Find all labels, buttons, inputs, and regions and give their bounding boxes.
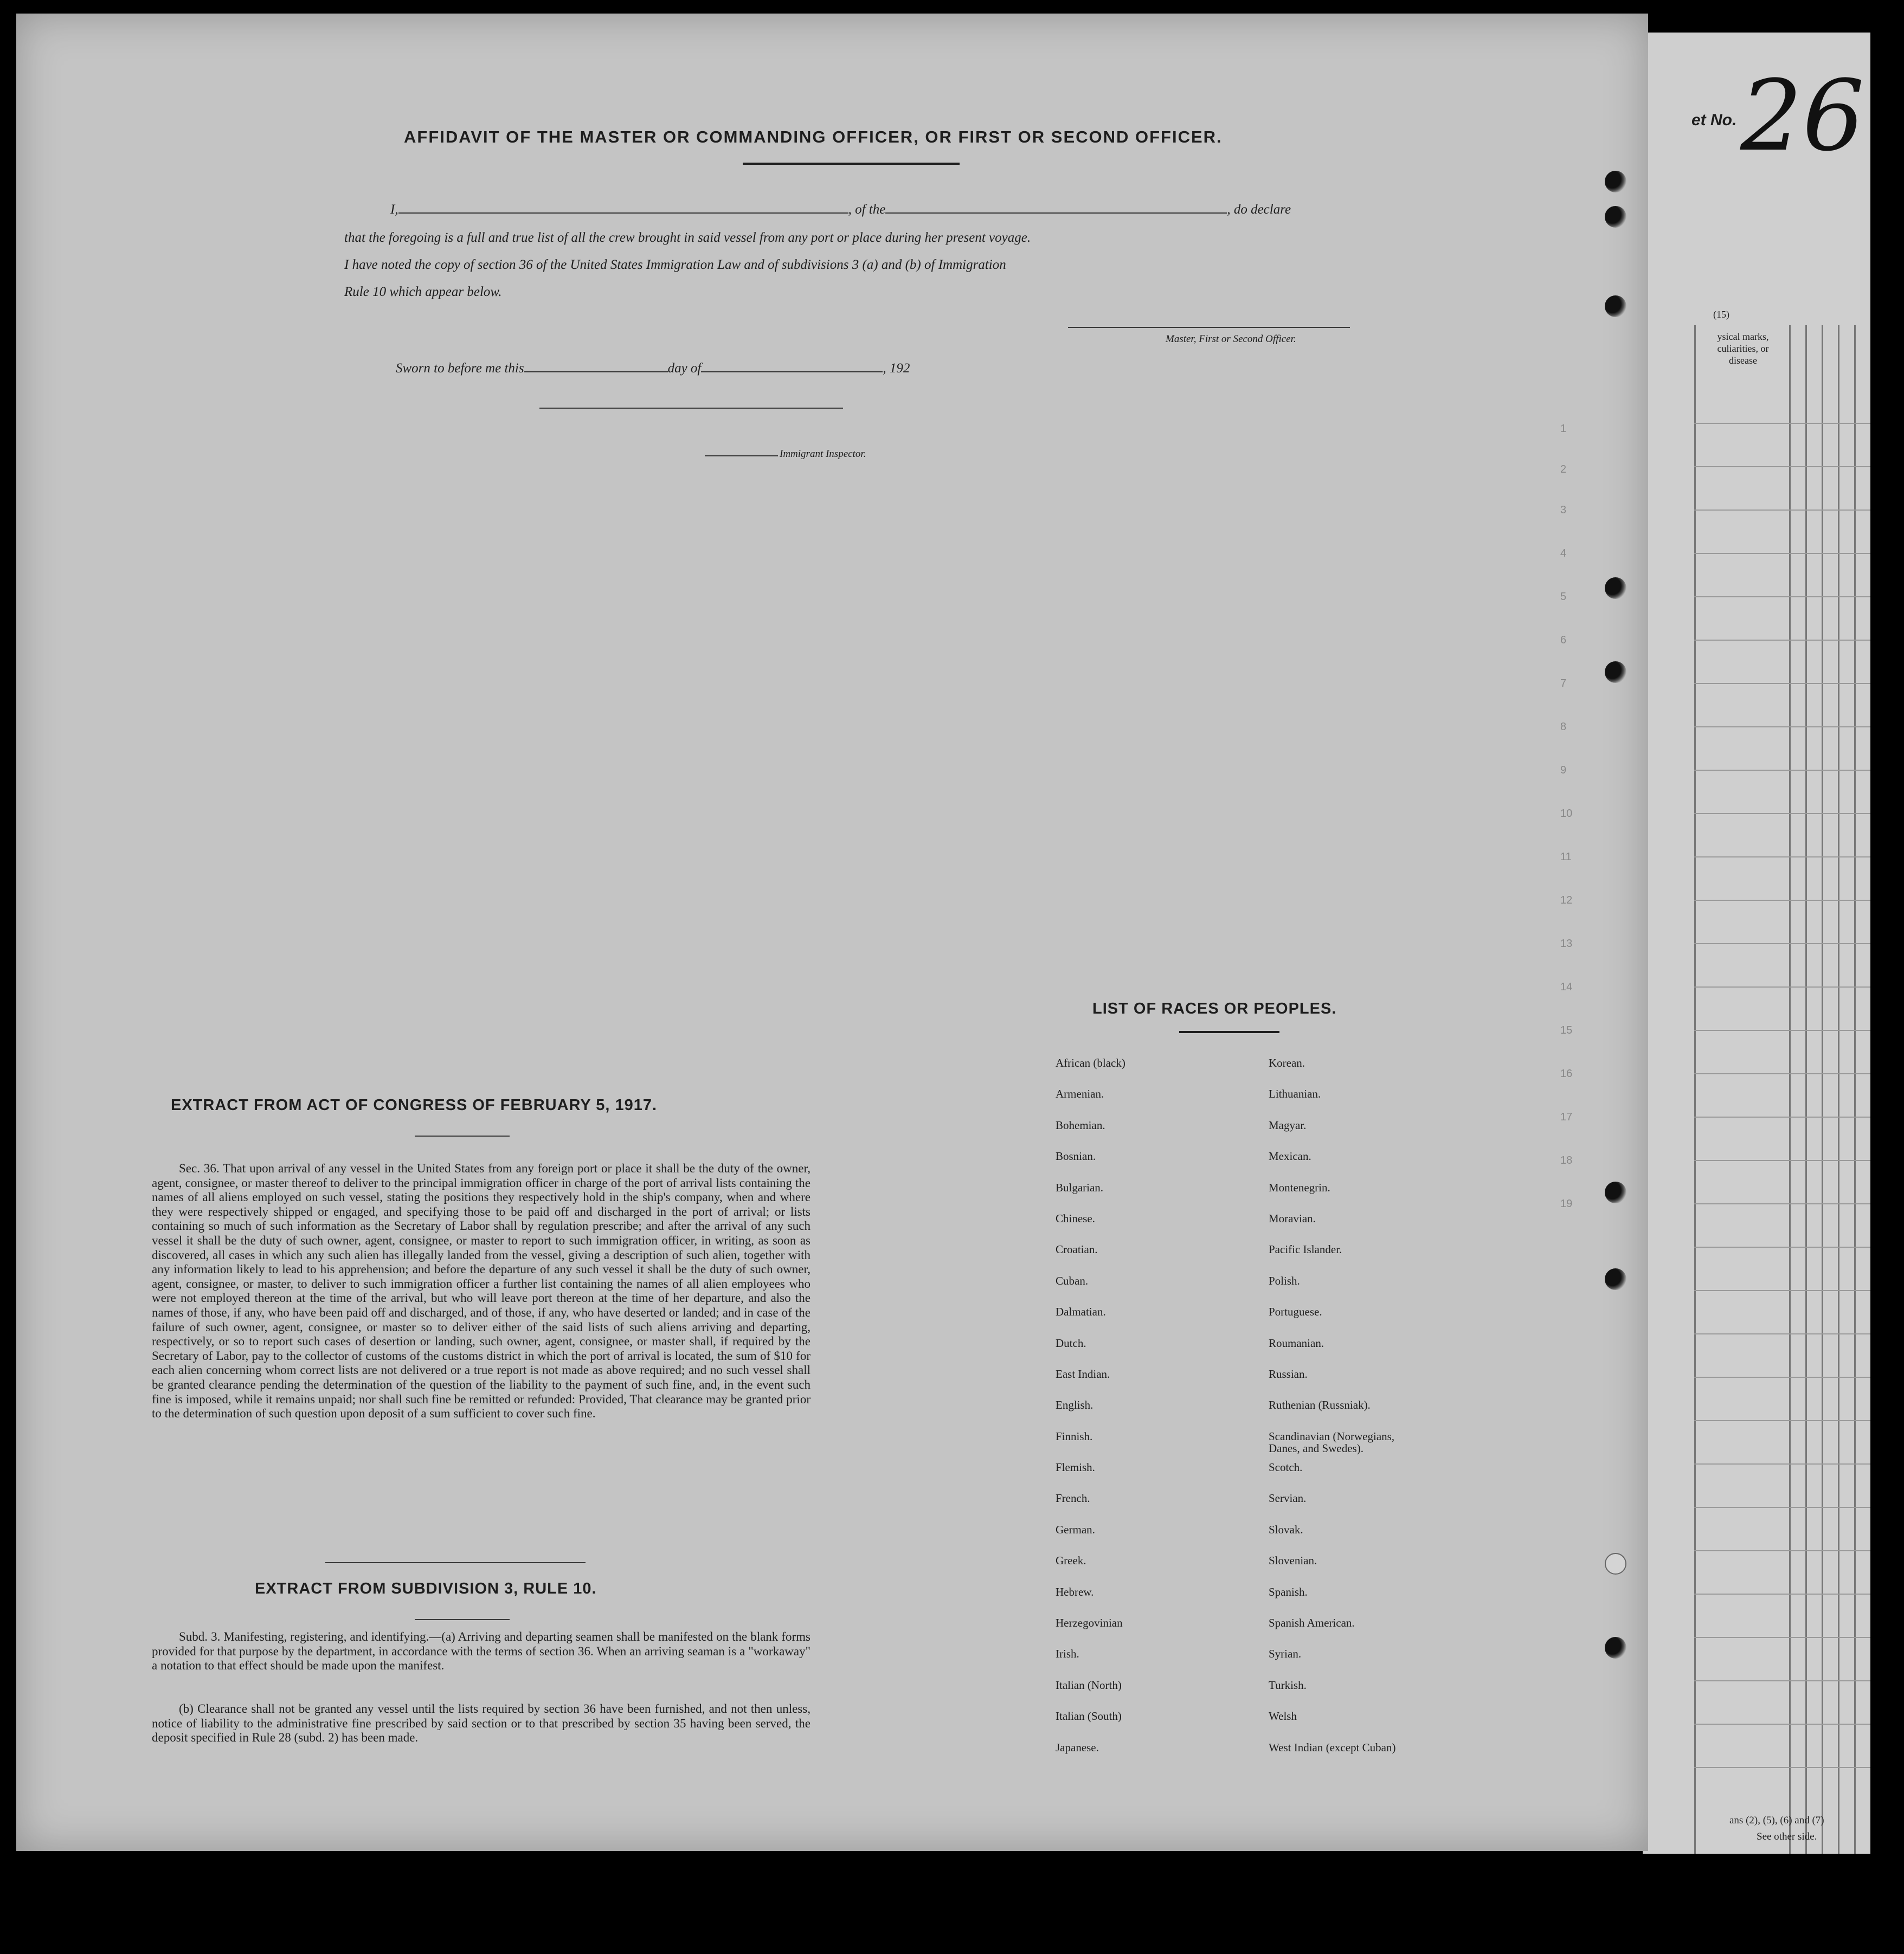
master-name-field[interactable] bbox=[398, 201, 848, 214]
race-item: English. bbox=[1056, 1398, 1093, 1412]
sworn-middle: day of bbox=[667, 361, 702, 376]
race-item: Bulgarian. bbox=[1056, 1181, 1104, 1194]
race-item: Cuban. bbox=[1056, 1274, 1089, 1287]
race-item: Spanish American. bbox=[1269, 1616, 1355, 1630]
race-item: Dalmatian. bbox=[1056, 1305, 1106, 1319]
race-item: Scotch. bbox=[1269, 1461, 1303, 1474]
extract-act-text: Sec. 36. That upon arrival of any vessel in the United States from any foreign port or place it shall be the duty of the owner, agent, consignee, or master thereof to deliver to the principal immigration officer in charge of the port of arrival lists containing the names of all aliens employed on such vessel, stating the positions they respectively hold in the ship's company, when and where they were respectively shipped or engaged, and specifying those to be paid off and discharged in the port of arrival; or lists containing so much of such information as the Secretary of Labor shall by regulation prescribe; and after the arrival of any such vessel it shall be the duty of such owner, agent, consignee, or master to report to such immigration officer, in writing, as soon as discovered, all cases in which any such alien has illegally landed from the vessel, giving a description of such alien, together with any information likely to lead to his apprehension; and before the departure of any such vessel it shall be the duty of such owner, agent, consignee, or master, to deliver to such immigration officer a further list containing the names of all alien employees who were not employed thereon at the time of the arrival, but who will leave port thereon at the time of her departure, and also the names of those, if any, who have been paid off and discharged, and of those, if any, who have deserted or landed; and in case of the failure of such owner, agent, consignee, or master so to deliver either of the said lists of such aliens arriving and departing, respectively, or so to report such cases of desertion or landing, such owner, agent, consignee, or master shall, if required by the Secretary of Labor, pay to the collector of customs of the customs district in which the port of arrival is located, the sum of $10 for each alien concerning whom correct lists are not delivered or a true report is not made as above required; and no such vessel shall be granted clearance pending the determination of the question of the liability to the payment of such fine, and, in the event such fine is imposed, while it remains unpaid; nor shall such fine be remitted or refunded: Provided, That clearance may be granted prior to the determination of such question upon deposit of a sum sufficient to cover such fine. bbox=[152, 1162, 811, 1421]
punch-hole-icon bbox=[1605, 1637, 1626, 1659]
sworn-line bbox=[396, 359, 910, 376]
signature-line[interactable] bbox=[1068, 327, 1350, 328]
sworn-prefix: Sworn to before me this bbox=[396, 361, 524, 376]
punch-hole-empty-icon bbox=[1605, 1553, 1626, 1575]
affidavit-line1-prefix: I, bbox=[390, 202, 398, 217]
race-item: Scandinavian (Norwegians, Danes, and Swedes). bbox=[1269, 1429, 1395, 1455]
bleed-through-rows: 1 2 3 4 5 6 7 8 9 10 11 12 13 14 15 16 17 18 19 bbox=[1560, 423, 1573, 1210]
race-item: Russian. bbox=[1269, 1367, 1308, 1381]
inspector-signature-line[interactable] bbox=[539, 408, 843, 409]
back-col15-number: (15) bbox=[1713, 309, 1729, 320]
race-item: Roumanian. bbox=[1269, 1336, 1324, 1350]
extract-act-title: EXTRACT FROM ACT OF CONGRESS OF FEBRUARY 5, 1917. bbox=[171, 1097, 658, 1114]
race-item: Pacific Islander. bbox=[1269, 1243, 1342, 1256]
race-item: Japanese. bbox=[1056, 1740, 1099, 1754]
extract-rule-rule bbox=[415, 1619, 510, 1620]
punch-hole-icon bbox=[1605, 206, 1626, 228]
extract-act-end-rule bbox=[325, 1562, 586, 1563]
race-item: Bohemian. bbox=[1056, 1118, 1105, 1132]
punch-hole-icon bbox=[1605, 577, 1626, 599]
race-item: French. bbox=[1056, 1492, 1090, 1505]
race-item: African (black) bbox=[1056, 1056, 1125, 1069]
race-item: Bosnian. bbox=[1056, 1150, 1096, 1163]
signature-label: Master, First or Second Officer. bbox=[1166, 333, 1296, 345]
inspector-label: Immigrant Inspector. bbox=[780, 448, 866, 460]
punch-hole-icon bbox=[1605, 171, 1626, 192]
race-item: Welsh bbox=[1269, 1710, 1297, 1723]
race-item: Hebrew. bbox=[1056, 1585, 1094, 1598]
race-item: Dutch. bbox=[1056, 1336, 1086, 1350]
race-item: Croatian. bbox=[1056, 1243, 1098, 1256]
races-title: LIST OF RACES OR PEOPLES. bbox=[1092, 1000, 1337, 1017]
race-item: Herzegovinian bbox=[1056, 1616, 1123, 1630]
race-item: Lithuanian. bbox=[1269, 1087, 1321, 1101]
inspector-short-line bbox=[705, 455, 778, 456]
sheet-number-handwritten: 26 bbox=[1740, 60, 1865, 173]
affidavit-line1-suffix: , do declare bbox=[1227, 202, 1291, 217]
race-item: Portuguese. bbox=[1269, 1305, 1322, 1319]
back-footer-see-other-side: See other side. bbox=[1757, 1831, 1817, 1842]
affidavit-line-4: Rule 10 which appear below. bbox=[344, 285, 502, 299]
race-item: East Indian. bbox=[1056, 1367, 1110, 1381]
race-item: Ruthenian (Russniak). bbox=[1269, 1398, 1371, 1412]
race-item: Greek. bbox=[1056, 1554, 1086, 1568]
race-item: German. bbox=[1056, 1523, 1095, 1536]
race-item: Italian (South) bbox=[1056, 1710, 1122, 1723]
affidavit-line-1 bbox=[390, 201, 1291, 217]
affidavit-title-rule bbox=[743, 163, 960, 165]
punch-hole-icon bbox=[1605, 295, 1626, 317]
race-item: West Indian (except Cuban) bbox=[1269, 1740, 1396, 1754]
punch-hole-icon bbox=[1605, 1182, 1626, 1203]
race-item: Irish. bbox=[1056, 1647, 1079, 1661]
race-item: Magyar. bbox=[1269, 1118, 1307, 1132]
affidavit-line1-middle: , of the bbox=[848, 202, 886, 217]
races-left-column bbox=[1056, 1057, 1218, 1772]
vessel-name-field[interactable] bbox=[885, 201, 1227, 214]
race-item: Slovak. bbox=[1269, 1523, 1303, 1536]
back-sheet bbox=[1643, 33, 1870, 1854]
affidavit-line-2: that the foregoing is a full and true list of all the crew brought in said vessel from any port or place during her present voyage. bbox=[344, 230, 1031, 245]
extract-rule-para-b: (b) Clearance shall not be granted any vessel until the lists required by section 36 have been furnished, and not then unless, notice of liability to the administrative fine prescribed by said section or to that prescribed by section 35 having been served, the deposit specified in Rule 28 (subd. 2) has been made. bbox=[152, 1702, 811, 1745]
races-right-column bbox=[1269, 1057, 1496, 1772]
race-item: Korean. bbox=[1269, 1056, 1305, 1069]
punch-hole-icon bbox=[1605, 661, 1626, 683]
race-item: Servian. bbox=[1269, 1492, 1307, 1505]
race-item: Moravian. bbox=[1269, 1211, 1316, 1225]
race-item: Spanish. bbox=[1269, 1585, 1308, 1598]
races-title-rule bbox=[1179, 1031, 1279, 1033]
affidavit-line-3: I have noted the copy of section 36 of the United States Immigration Law and of subdivisions 3 (a) and (b) of Immigration bbox=[344, 257, 1006, 272]
race-item: Slovenian. bbox=[1269, 1554, 1317, 1568]
back-footer-columns: ans (2), (5), (6) and (7) bbox=[1729, 1815, 1824, 1826]
punch-hole-icon bbox=[1605, 1268, 1626, 1290]
race-item: Polish. bbox=[1269, 1274, 1300, 1287]
extract-rule-title: EXTRACT FROM SUBDIVISION 3, RULE 10. bbox=[255, 1580, 597, 1597]
sworn-day-field[interactable] bbox=[524, 359, 668, 372]
affidavit-title: AFFIDAVIT OF THE MASTER OR COMMANDING OFFICER, OR FIRST OR SECOND OFFICER. bbox=[404, 127, 1223, 146]
sworn-suffix: , 192 bbox=[883, 361, 910, 376]
race-item: Syrian. bbox=[1269, 1647, 1302, 1661]
race-item: Italian (North) bbox=[1056, 1678, 1122, 1692]
race-item: Montenegrin. bbox=[1269, 1181, 1330, 1194]
race-item: Armenian. bbox=[1056, 1087, 1104, 1101]
extract-act-rule bbox=[415, 1136, 510, 1137]
sheet-number-label: et No. bbox=[1691, 111, 1737, 129]
extract-rule-para-a: Subd. 3. Manifesting, registering, and identifying.—(a) Arriving and departing seamen shall be manifested on the blank forms provided for that purpose by the department, in accordance with the terms of section 36. When an arriving seaman is a "workaway" a notation to that effect should be made upon the manifest. bbox=[152, 1630, 811, 1673]
race-item: Mexican. bbox=[1269, 1150, 1311, 1163]
race-item: Turkish. bbox=[1269, 1678, 1307, 1692]
sworn-month-field[interactable] bbox=[701, 359, 883, 372]
race-item: Chinese. bbox=[1056, 1211, 1095, 1225]
race-item: Finnish. bbox=[1056, 1429, 1093, 1443]
race-item: Flemish. bbox=[1056, 1461, 1095, 1474]
manifest-page bbox=[16, 14, 1648, 1851]
back-col15-label: ysical marks, culiarities, or disease bbox=[1717, 331, 1769, 366]
